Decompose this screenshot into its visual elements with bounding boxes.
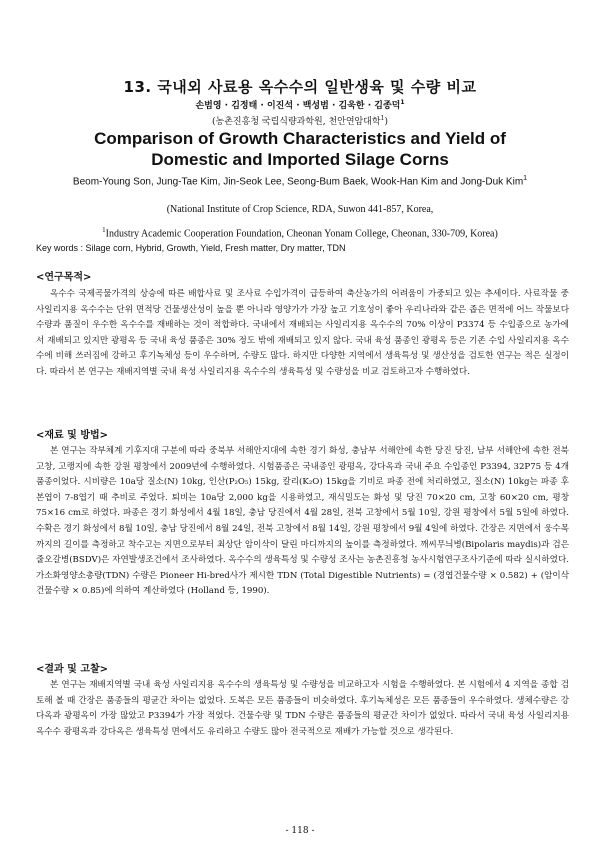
- affiliation-english-line-1: (National Institute of Crop Science, RDA, Suwon 441-857, Korea,: [166, 204, 434, 215]
- affiliation-english-line-2-text: Industry Academic Cooperation Foundation, Cheonan Yonam College, Cheonan, 330-709, Korea): [105, 228, 498, 240]
- authors-english-superscript: 1: [523, 175, 528, 182]
- page-number: - 118 -: [285, 826, 315, 836]
- affiliation-english: [40, 200, 560, 244]
- affiliation-korean-close: ): [384, 117, 388, 127]
- affiliation-english-line-2: [40, 220, 560, 244]
- affiliation-korean: [0, 114, 600, 127]
- affiliation-korean-superscript: 1: [380, 115, 385, 122]
- authors-korean-superscript: 1: [400, 99, 405, 106]
- section-heading-purpose: <연구목적>: [36, 272, 92, 283]
- section-text-methods: 본 연구는 작부체계 기후지대 구분에 따라 중북부 서해안지대에 속한 경기 화성, 충남부 서해안에 속한 당진 당진, 남부 서해안에 속한 전북 고창, 고랭지에 속한 강원 평창에서 2009년에 수행하였다. 시험품종은 국내종인 광평옥, 강다옥과 국내 주요 수입종인 P3394, 32P75 등 4개 품종이었다. 시비량은 10a당 질소(N) 10kg, 인산(P₂O₅) 15kg, 칼리(K₂O) 15kg을 기비로 파종 전에 처리하였고, 질소(N) 10kg는 파종 후 본엽이 7-8엽기 때 추비로 주었다. 퇴비는 10a당 2,000 kg을 시용하였고, 재식밀도는 화성 및 당진 70×20 cm, 고창 60×20 cm, 평창 75×16 cm로 하였다. 파종은 경기 화성에서 4월 18일, 충남 당진에서 4월 28일, 전북 고창에서 5월 10일, 강원 평창에서 5월 5일에 하였다. 수확은 경기 화성에서 8월 10일, 충남 당진에서 8월 24일, 전북 고창에서 8월 14일, 강원 평창에서 9월 4일에 하였다. 간장은 지면에서 웅수목까지의 길이를 측정하고 착수고는 지면으로부터 최상단 암이삭이 달린 마디까지의 높이를 측정하였다. 깨씨무늬병(Bipolaris maydis)과 검은줄오갈병(BSDV)은 자연발생조건에서 조사하였다. 옥수수의 생육특성 및 수량성 조사는 농촌진흥청 농사시험연구조사기준에 따라 실시하였다. 가소화영양소총량(TDN) 수량은 Pioneer Hi-bred사가 제시한 TDN (Total Digestible Nutrients) = (경엽건물수량 × 0.582) + (암이삭 건물수량 × 0.85)에 의하여 계산하였다 (Holland 등, 1990).: [36, 446, 569, 597]
- section-text-purpose: 옥수수 국제곡물가격의 상승에 따른 배합사료 및 조사료 수입가격이 급등하여 축산농가의 어려움이 가중되고 있는 추세이다. 사료작물 중 사일리지용 옥수수는 단위 면적당 건물생산성이 높을 뿐 아니라 영양가가 가장 높고 기호성이 좋아 우리나라와 같은 좁은 면적에 어느 작물보다 수량과 품질이 우수한 옥수수를 재배하는 것이 적합하다. 국내에서 재배되는 사일리지용 옥수수의 70% 이상이 P3374 등 수입종으로 농가에서 재배되고 있지만 광평옥 등 국내 육성 품종은 30% 정도 밖에 재배되고 있지 않다. 국내 육성 품종인 광평옥 등은 기존 수입 사일리지용 옥수수에 비해 쓰러짐에 강하고 후기녹체성 등이 우수하며, 수량도 많다. 하지만 다양한 지역에서 생육특성 및 생산성을 검토한 연구는 적은 실정이다. 따라서 본 연구는 재배지역별 국내 육성 사일리지용 옥수수의 생육특성 및 수량성을 비교 검토하고자 수행하였다.: [36, 289, 569, 377]
- section-heading-results: <결과 및 고찰>: [36, 664, 109, 675]
- affiliation-english-superscript: 1: [102, 226, 106, 234]
- keywords-label: Key words :: [36, 243, 84, 253]
- authors-english: [60, 172, 540, 188]
- authors-korean: [0, 98, 600, 111]
- keywords-list: Silage corn, Hybrid, Growth, Yield, Fresh matter, Dry matter, TDN: [85, 243, 346, 253]
- section-heading-methods: <재료 및 방법>: [36, 430, 109, 441]
- keywords: [36, 243, 564, 253]
- title-english: Comparison of Growth Characteristics and Yield of Domestic and Imported Silage Corns: [94, 129, 506, 169]
- title-korean: 13. 국내외 사료용 옥수수의 일반생육 및 수량 비교: [123, 78, 477, 96]
- authors-korean-names: 손범영 · 김정태 · 이진석 · 백성범 · 김욱한 · 김종덕: [195, 101, 401, 111]
- authors-english-names: Beom-Young Son, Jung-Tae Kim, Jin-Seok Lee, Seong-Bum Baek, Wook-Han Kim and Jong-Duk Kim: [72, 176, 524, 188]
- section-text-results: 본 연구는 재배지역별 국내 육성 사일리지용 옥수수의 생육특성 및 수량성을 비교하고자 시험을 수행하였다. 본 시험에서 4 지역을 종합 검토해 볼 때 간장은 품종들의 평균간 차이는 없었다. 도복은 모든 품종들이 비슷하였다. 후기녹체성은 모든 품종들이 우수하였다. 생체수량은 강다옥과 광평옥이 가장 많았고 P3394가 가장 적었다. 건물수량 및 TDN 수량은 품종들의 평균간 차이가 없었다. 따라서 국내 육성 사일리지용 옥수수 광평옥과 강다옥은 생육특성 면에서도 유리하고 수량도 많아 전국적으로 재배가 가능할 것으로 생각된다.: [36, 680, 569, 737]
- affiliation-korean-text: (농촌진흥청 국립식량과학원, 천안연암대학: [212, 117, 381, 127]
